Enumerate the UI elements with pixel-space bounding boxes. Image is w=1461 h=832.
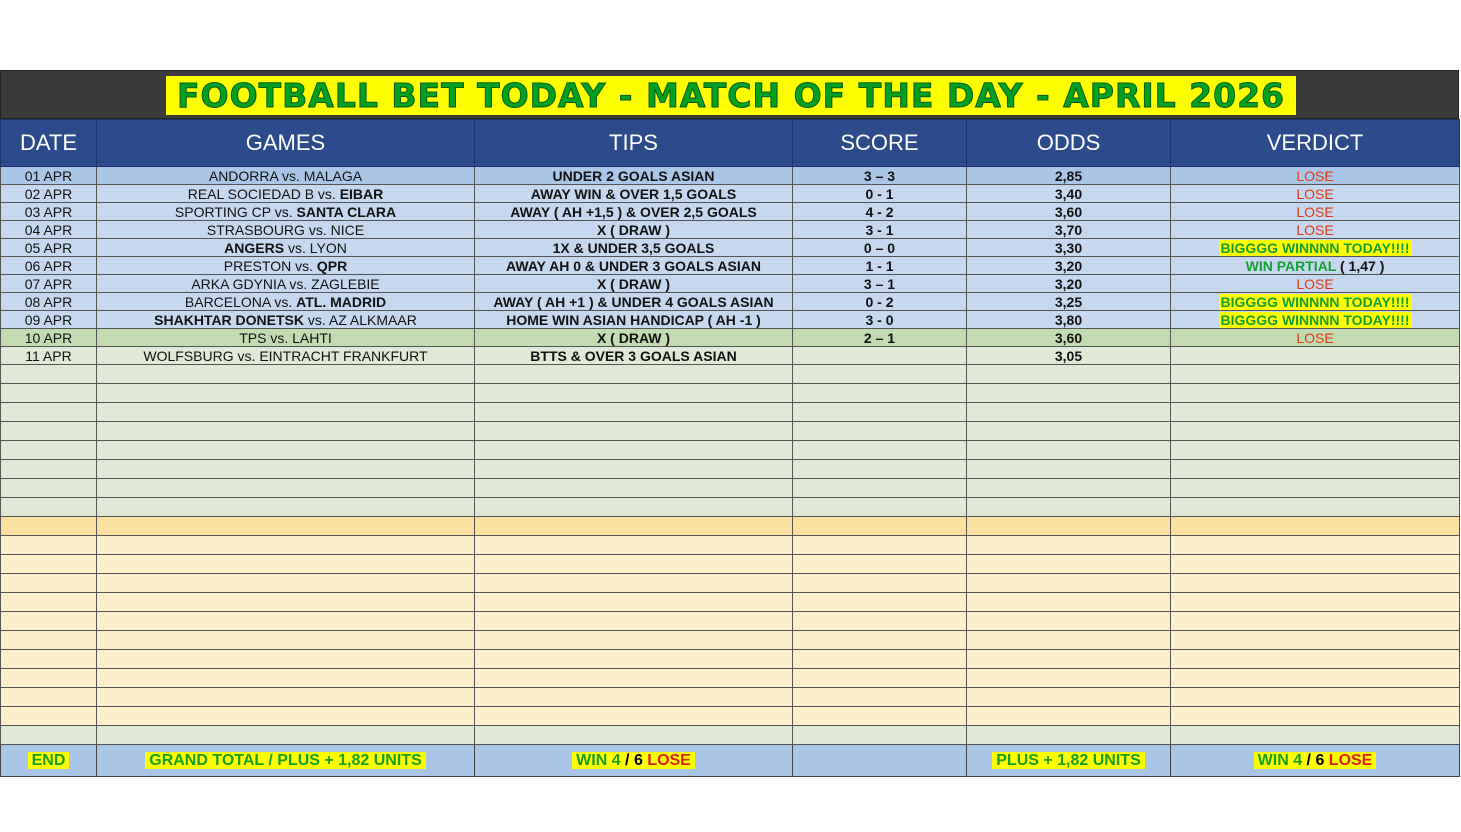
empty-cell[interactable] bbox=[793, 479, 967, 498]
home-team: SHAKHTAR DONETSK bbox=[154, 311, 305, 328]
empty-cell[interactable] bbox=[1, 612, 97, 631]
table-row bbox=[1, 239, 1460, 257]
empty-cell[interactable] bbox=[97, 517, 475, 536]
vs-label: vs. bbox=[314, 185, 340, 202]
empty-cell[interactable] bbox=[475, 536, 793, 555]
table-row bbox=[1, 293, 1460, 311]
away-team: EIBAR bbox=[339, 185, 384, 202]
away-team: QPR bbox=[316, 257, 348, 274]
cell-odds[interactable]: 2,85 bbox=[967, 167, 1171, 185]
cell-verdict[interactable] bbox=[1171, 221, 1460, 239]
tips-win: WIN 4 bbox=[576, 751, 621, 769]
empty-cell[interactable] bbox=[97, 707, 475, 726]
empty-cell[interactable] bbox=[967, 441, 1171, 460]
cell-verdict[interactable] bbox=[1171, 239, 1460, 257]
cell-score[interactable] bbox=[793, 347, 967, 365]
cell-games[interactable] bbox=[97, 239, 475, 257]
cell-score[interactable]: 0 – 0 bbox=[793, 239, 967, 257]
cell-games[interactable] bbox=[97, 293, 475, 311]
empty-cell[interactable] bbox=[1, 669, 97, 688]
empty-row bbox=[1, 384, 1460, 403]
empty-row bbox=[1, 669, 1460, 688]
empty-cell[interactable] bbox=[793, 555, 967, 574]
vs-label: vs. bbox=[284, 239, 310, 256]
home-team: ANDORRA bbox=[208, 167, 279, 184]
cell-tip[interactable]: X ( DRAW ) bbox=[475, 221, 793, 239]
verdict-num: 6 bbox=[1315, 751, 1325, 769]
cell-verdict[interactable] bbox=[1171, 203, 1460, 221]
vs-label: vs. bbox=[278, 167, 304, 184]
empty-cell[interactable] bbox=[97, 498, 475, 517]
header-score[interactable]: SCORE bbox=[793, 120, 967, 167]
tips-summary bbox=[572, 752, 695, 769]
empty-cell[interactable] bbox=[793, 726, 967, 745]
empty-cell[interactable] bbox=[967, 479, 1171, 498]
empty-cell[interactable] bbox=[1171, 574, 1460, 593]
empty-cell[interactable] bbox=[1171, 707, 1460, 726]
table-row bbox=[1, 257, 1460, 275]
total-tips[interactable] bbox=[475, 745, 793, 777]
cell-date[interactable]: 09 APR bbox=[1, 311, 97, 329]
table-row bbox=[1, 329, 1460, 347]
table-row bbox=[1, 203, 1460, 221]
empty-cell[interactable] bbox=[1171, 555, 1460, 574]
empty-cell[interactable] bbox=[1, 365, 97, 384]
empty-cell[interactable] bbox=[1, 574, 97, 593]
cell-odds[interactable]: 3,60 bbox=[967, 329, 1171, 347]
cell-games[interactable] bbox=[97, 347, 475, 365]
cell-verdict[interactable] bbox=[1171, 257, 1460, 275]
empty-cell[interactable] bbox=[1171, 688, 1460, 707]
empty-cell[interactable] bbox=[967, 669, 1171, 688]
empty-cell[interactable] bbox=[967, 498, 1171, 517]
empty-cell[interactable] bbox=[967, 612, 1171, 631]
empty-cell[interactable] bbox=[793, 441, 967, 460]
cell-tip[interactable]: AWAY WIN & OVER 1,5 GOALS bbox=[475, 185, 793, 203]
empty-row bbox=[1, 593, 1460, 612]
cell-tip[interactable]: AWAY AH 0 & UNDER 3 GOALS ASIAN bbox=[475, 257, 793, 275]
page-title: FOOTBALL BET TODAY - MATCH OF THE DAY - APRIL 2026 bbox=[166, 76, 1296, 115]
empty-cell[interactable] bbox=[967, 574, 1171, 593]
empty-cell[interactable] bbox=[1, 422, 97, 441]
empty-cell[interactable] bbox=[97, 384, 475, 403]
empty-cell[interactable] bbox=[793, 574, 967, 593]
cell-verdict[interactable] bbox=[1171, 293, 1460, 311]
empty-cell[interactable] bbox=[1171, 422, 1460, 441]
empty-cell[interactable] bbox=[1171, 726, 1460, 745]
empty-cell[interactable] bbox=[97, 593, 475, 612]
empty-cell[interactable] bbox=[793, 536, 967, 555]
empty-cell[interactable] bbox=[475, 688, 793, 707]
empty-cell[interactable] bbox=[967, 403, 1171, 422]
empty-row bbox=[1, 631, 1460, 650]
away-team: AZ ALKMAAR bbox=[328, 311, 417, 328]
grand-total-label: GRAND TOTAL / PLUS + 1,82 UNITS bbox=[145, 752, 426, 769]
header-tips[interactable]: TIPS bbox=[475, 120, 793, 167]
empty-cell[interactable] bbox=[97, 460, 475, 479]
empty-cell[interactable] bbox=[793, 631, 967, 650]
empty-cell[interactable] bbox=[1, 517, 97, 536]
cell-date[interactable]: 08 APR bbox=[1, 293, 97, 311]
empty-row bbox=[1, 726, 1460, 745]
verdict-sep: / bbox=[1302, 751, 1316, 769]
empty-cell[interactable] bbox=[1, 384, 97, 403]
vs-label: vs. bbox=[304, 221, 331, 238]
empty-cell[interactable] bbox=[1, 688, 97, 707]
cell-odds[interactable]: 3,25 bbox=[967, 293, 1171, 311]
verdict-lose: LOSE bbox=[1296, 275, 1334, 292]
cell-games[interactable] bbox=[97, 257, 475, 275]
empty-cell[interactable] bbox=[97, 536, 475, 555]
home-team: REAL SOCIEDAD B bbox=[187, 185, 315, 202]
empty-cell[interactable] bbox=[793, 460, 967, 479]
verdict-partial: WIN PARTIAL bbox=[1245, 257, 1337, 274]
empty-cell[interactable] bbox=[97, 422, 475, 441]
empty-row bbox=[1, 574, 1460, 593]
empty-cell[interactable] bbox=[1171, 593, 1460, 612]
empty-cell[interactable] bbox=[1, 441, 97, 460]
cell-tip[interactable]: AWAY ( AH +1 ) & UNDER 4 GOALS ASIAN bbox=[475, 293, 793, 311]
verdict-win-badge: BIGGGG WINNNN TODAY!!!! bbox=[1220, 311, 1410, 328]
empty-cell[interactable] bbox=[1171, 384, 1460, 403]
empty-cell[interactable] bbox=[967, 517, 1171, 536]
cell-score[interactable]: 4 - 2 bbox=[793, 203, 967, 221]
empty-cell[interactable] bbox=[967, 365, 1171, 384]
empty-row bbox=[1, 555, 1460, 574]
empty-cell[interactable] bbox=[793, 650, 967, 669]
empty-cell[interactable] bbox=[793, 688, 967, 707]
header-games[interactable]: GAMES bbox=[97, 120, 475, 167]
empty-cell[interactable] bbox=[1171, 403, 1460, 422]
cell-score[interactable]: 3 – 1 bbox=[793, 275, 967, 293]
table-row bbox=[1, 167, 1460, 185]
vs-label: vs. bbox=[285, 275, 312, 292]
empty-cell[interactable] bbox=[793, 517, 967, 536]
empty-cell[interactable] bbox=[1, 555, 97, 574]
empty-cell[interactable] bbox=[475, 479, 793, 498]
empty-cell[interactable] bbox=[475, 498, 793, 517]
empty-cell[interactable] bbox=[97, 365, 475, 384]
empty-cell[interactable] bbox=[1171, 479, 1460, 498]
empty-cell[interactable] bbox=[1171, 365, 1460, 384]
empty-cell[interactable] bbox=[475, 365, 793, 384]
empty-cell[interactable] bbox=[97, 650, 475, 669]
empty-row bbox=[1, 365, 1460, 384]
empty-cell[interactable] bbox=[475, 422, 793, 441]
empty-cell[interactable] bbox=[97, 441, 475, 460]
empty-cell[interactable] bbox=[475, 707, 793, 726]
empty-cell[interactable] bbox=[475, 631, 793, 650]
cell-score[interactable]: 1 - 1 bbox=[793, 257, 967, 275]
home-team: BARCELONA bbox=[184, 293, 271, 310]
home-team: ARKA GDYNIA bbox=[191, 275, 286, 292]
cell-tip[interactable]: X ( DRAW ) bbox=[475, 329, 793, 347]
cell-score[interactable]: 0 - 2 bbox=[793, 293, 967, 311]
cell-verdict[interactable] bbox=[1171, 275, 1460, 293]
plus-units-label: PLUS + 1,82 UNITS bbox=[992, 752, 1145, 769]
empty-row bbox=[1, 517, 1460, 536]
title-bar bbox=[0, 70, 1459, 119]
empty-cell[interactable] bbox=[1171, 650, 1460, 669]
home-team: STRASBOURG bbox=[206, 221, 305, 238]
empty-cell[interactable] bbox=[475, 574, 793, 593]
cell-games[interactable] bbox=[97, 275, 475, 293]
table-row bbox=[1, 347, 1460, 365]
empty-row bbox=[1, 441, 1460, 460]
empty-cell[interactable] bbox=[97, 403, 475, 422]
cell-games[interactable] bbox=[97, 221, 475, 239]
empty-cell[interactable] bbox=[1, 707, 97, 726]
cell-date[interactable]: 05 APR bbox=[1, 239, 97, 257]
empty-cell[interactable] bbox=[967, 555, 1171, 574]
empty-cell[interactable] bbox=[475, 403, 793, 422]
empty-cell[interactable] bbox=[967, 631, 1171, 650]
header-verdict[interactable]: VERDICT bbox=[1171, 120, 1460, 167]
empty-cell[interactable] bbox=[1, 403, 97, 422]
cell-date[interactable]: 03 APR bbox=[1, 203, 97, 221]
empty-cell[interactable] bbox=[1171, 498, 1460, 517]
empty-cell[interactable] bbox=[1, 593, 97, 612]
verdict-summary bbox=[1254, 752, 1377, 769]
home-team: PRESTON bbox=[223, 257, 292, 274]
verdict-win-badge: BIGGGG WINNNN TODAY!!!! bbox=[1220, 239, 1410, 256]
away-team: ATL. MADRID bbox=[296, 293, 387, 310]
away-team: NICE bbox=[330, 221, 365, 238]
empty-cell[interactable] bbox=[475, 650, 793, 669]
cell-odds[interactable]: 3,20 bbox=[967, 257, 1171, 275]
total-row bbox=[1, 745, 1460, 777]
cell-date[interactable]: 07 APR bbox=[1, 275, 97, 293]
total-end-label: END bbox=[28, 752, 70, 769]
empty-cell[interactable] bbox=[97, 574, 475, 593]
table-row bbox=[1, 275, 1460, 293]
total-verdict[interactable] bbox=[1171, 745, 1460, 777]
cell-games[interactable] bbox=[97, 203, 475, 221]
empty-cell[interactable] bbox=[1171, 536, 1460, 555]
table-row bbox=[1, 311, 1460, 329]
empty-cell[interactable] bbox=[1, 726, 97, 745]
cell-games[interactable] bbox=[97, 311, 475, 329]
empty-row bbox=[1, 422, 1460, 441]
empty-cell[interactable] bbox=[1171, 669, 1460, 688]
vs-label: vs. bbox=[270, 293, 297, 310]
empty-cell[interactable] bbox=[1171, 460, 1460, 479]
empty-cell[interactable] bbox=[967, 707, 1171, 726]
empty-cell[interactable] bbox=[97, 479, 475, 498]
cell-verdict[interactable] bbox=[1171, 311, 1460, 329]
spreadsheet bbox=[0, 70, 1459, 777]
empty-cell[interactable] bbox=[97, 612, 475, 631]
away-team: ZAGLEBIE bbox=[311, 275, 380, 292]
table-body bbox=[1, 167, 1460, 777]
cell-score[interactable]: 3 - 1 bbox=[793, 221, 967, 239]
away-team: LYON bbox=[309, 239, 347, 256]
empty-row bbox=[1, 498, 1460, 517]
cell-odds[interactable]: 3,05 bbox=[967, 347, 1171, 365]
tips-sep: / bbox=[620, 751, 634, 769]
header-row bbox=[1, 120, 1460, 167]
empty-cell[interactable] bbox=[1, 650, 97, 669]
empty-cell[interactable] bbox=[793, 669, 967, 688]
empty-row bbox=[1, 688, 1460, 707]
total-score[interactable] bbox=[793, 745, 967, 777]
table-row bbox=[1, 221, 1460, 239]
empty-cell[interactable] bbox=[475, 669, 793, 688]
cell-tip[interactable]: 1X & UNDER 3,5 GOALS bbox=[475, 239, 793, 257]
vs-label: vs. bbox=[266, 329, 293, 346]
cell-odds[interactable]: 3,40 bbox=[967, 185, 1171, 203]
away-team: MALAGA bbox=[303, 167, 363, 184]
empty-cell[interactable] bbox=[793, 612, 967, 631]
cell-verdict[interactable] bbox=[1171, 167, 1460, 185]
home-team: WOLFSBURG bbox=[143, 347, 234, 364]
cell-odds[interactable]: 3,20 bbox=[967, 275, 1171, 293]
empty-cell[interactable] bbox=[967, 593, 1171, 612]
header-odds[interactable]: ODDS bbox=[967, 120, 1171, 167]
empty-cell[interactable] bbox=[475, 555, 793, 574]
cell-tip[interactable]: HOME WIN ASIAN HANDICAP ( AH -1 ) bbox=[475, 311, 793, 329]
home-team: TPS bbox=[239, 329, 267, 346]
verdict-win-badge: BIGGGG WINNNN TODAY!!!! bbox=[1220, 293, 1410, 310]
empty-cell[interactable] bbox=[1, 536, 97, 555]
empty-cell[interactable] bbox=[1, 479, 97, 498]
empty-cell[interactable] bbox=[793, 422, 967, 441]
empty-cell[interactable] bbox=[475, 726, 793, 745]
away-team: EINTRACHT FRANKFURT bbox=[259, 347, 428, 364]
cell-date[interactable]: 11 APR bbox=[1, 347, 97, 365]
cell-games[interactable] bbox=[97, 185, 475, 203]
cell-date[interactable]: 02 APR bbox=[1, 185, 97, 203]
cell-score[interactable]: 3 – 3 bbox=[793, 167, 967, 185]
empty-cell[interactable] bbox=[97, 669, 475, 688]
empty-cell[interactable] bbox=[1171, 631, 1460, 650]
verdict-lose: LOSE bbox=[1296, 167, 1334, 184]
empty-row bbox=[1, 612, 1460, 631]
empty-cell[interactable] bbox=[1, 631, 97, 650]
cell-verdict[interactable] bbox=[1171, 329, 1460, 347]
home-team: ANGERS bbox=[224, 239, 285, 256]
vs-label: vs. bbox=[291, 257, 317, 274]
empty-cell[interactable] bbox=[967, 688, 1171, 707]
empty-cell[interactable] bbox=[1171, 612, 1460, 631]
cell-odds[interactable]: 3,30 bbox=[967, 239, 1171, 257]
away-team: LAHTI bbox=[292, 329, 332, 346]
cell-date[interactable]: 01 APR bbox=[1, 167, 97, 185]
cell-date[interactable]: 04 APR bbox=[1, 221, 97, 239]
header-date[interactable]: DATE bbox=[1, 120, 97, 167]
total-date[interactable] bbox=[1, 745, 97, 777]
empty-row bbox=[1, 707, 1460, 726]
cell-date[interactable]: 06 APR bbox=[1, 257, 97, 275]
empty-row bbox=[1, 650, 1460, 669]
empty-cell[interactable] bbox=[1, 460, 97, 479]
cell-games[interactable] bbox=[97, 167, 475, 185]
empty-cell[interactable] bbox=[967, 422, 1171, 441]
total-odds[interactable] bbox=[967, 745, 1171, 777]
empty-cell[interactable] bbox=[475, 460, 793, 479]
total-games[interactable] bbox=[97, 745, 475, 777]
table-row bbox=[1, 185, 1460, 203]
empty-cell[interactable] bbox=[475, 441, 793, 460]
empty-cell[interactable] bbox=[793, 403, 967, 422]
empty-row bbox=[1, 536, 1460, 555]
verdict-lose: LOSE bbox=[1296, 185, 1334, 202]
empty-cell[interactable] bbox=[967, 460, 1171, 479]
cell-score[interactable]: 3 - 0 bbox=[793, 311, 967, 329]
cell-score[interactable]: 2 – 1 bbox=[793, 329, 967, 347]
vs-label: vs. bbox=[270, 203, 297, 220]
cell-odds[interactable]: 3,60 bbox=[967, 203, 1171, 221]
empty-cell[interactable] bbox=[793, 707, 967, 726]
cell-tip[interactable]: X ( DRAW ) bbox=[475, 275, 793, 293]
tips-lose: LOSE bbox=[642, 751, 691, 769]
empty-cell[interactable] bbox=[97, 555, 475, 574]
verdict-win: WIN 4 bbox=[1257, 751, 1303, 769]
empty-cell[interactable] bbox=[793, 365, 967, 384]
cell-date[interactable]: 10 APR bbox=[1, 329, 97, 347]
empty-cell[interactable] bbox=[475, 593, 793, 612]
empty-cell[interactable] bbox=[967, 536, 1171, 555]
empty-cell[interactable] bbox=[97, 726, 475, 745]
empty-cell[interactable] bbox=[475, 612, 793, 631]
verdict-partial-odds: ( 1,47 ) bbox=[1336, 257, 1385, 274]
empty-cell[interactable] bbox=[793, 498, 967, 517]
empty-cell[interactable] bbox=[475, 517, 793, 536]
empty-cell[interactable] bbox=[475, 384, 793, 403]
empty-cell[interactable] bbox=[793, 593, 967, 612]
empty-cell[interactable] bbox=[967, 726, 1171, 745]
empty-cell[interactable] bbox=[1171, 441, 1460, 460]
verdict-lose: LOSE bbox=[1296, 221, 1334, 238]
vs-label: vs. bbox=[304, 311, 329, 328]
cell-verdict[interactable] bbox=[1171, 185, 1460, 203]
verdict-lose: LOSE bbox=[1296, 203, 1334, 220]
cell-tip[interactable]: AWAY ( AH +1,5 ) & OVER 2,5 GOALS bbox=[475, 203, 793, 221]
vs-label: vs. bbox=[233, 347, 260, 364]
empty-cell[interactable] bbox=[967, 384, 1171, 403]
verdict-lose: LOSE bbox=[1296, 329, 1334, 346]
empty-cell[interactable] bbox=[1, 498, 97, 517]
home-team: SPORTING CP bbox=[174, 203, 271, 220]
empty-row bbox=[1, 479, 1460, 498]
empty-row bbox=[1, 460, 1460, 479]
cell-verdict[interactable] bbox=[1171, 347, 1460, 365]
cell-tip[interactable]: BTTS & OVER 3 GOALS ASIAN bbox=[475, 347, 793, 365]
away-team: SANTA CLARA bbox=[296, 203, 397, 220]
cell-odds[interactable]: 3,80 bbox=[967, 311, 1171, 329]
cell-score[interactable]: 0 - 1 bbox=[793, 185, 967, 203]
bets-table bbox=[0, 119, 1460, 777]
verdict-lose-total: LOSE bbox=[1324, 751, 1373, 769]
cell-odds[interactable]: 3,70 bbox=[967, 221, 1171, 239]
empty-cell[interactable] bbox=[793, 384, 967, 403]
empty-cell[interactable] bbox=[97, 631, 475, 650]
empty-cell[interactable] bbox=[967, 650, 1171, 669]
empty-row bbox=[1, 403, 1460, 422]
cell-tip[interactable]: UNDER 2 GOALS ASIAN bbox=[475, 167, 793, 185]
empty-cell[interactable] bbox=[1171, 517, 1460, 536]
tips-num: 6 bbox=[633, 751, 643, 769]
cell-games[interactable] bbox=[97, 329, 475, 347]
empty-cell[interactable] bbox=[97, 688, 475, 707]
